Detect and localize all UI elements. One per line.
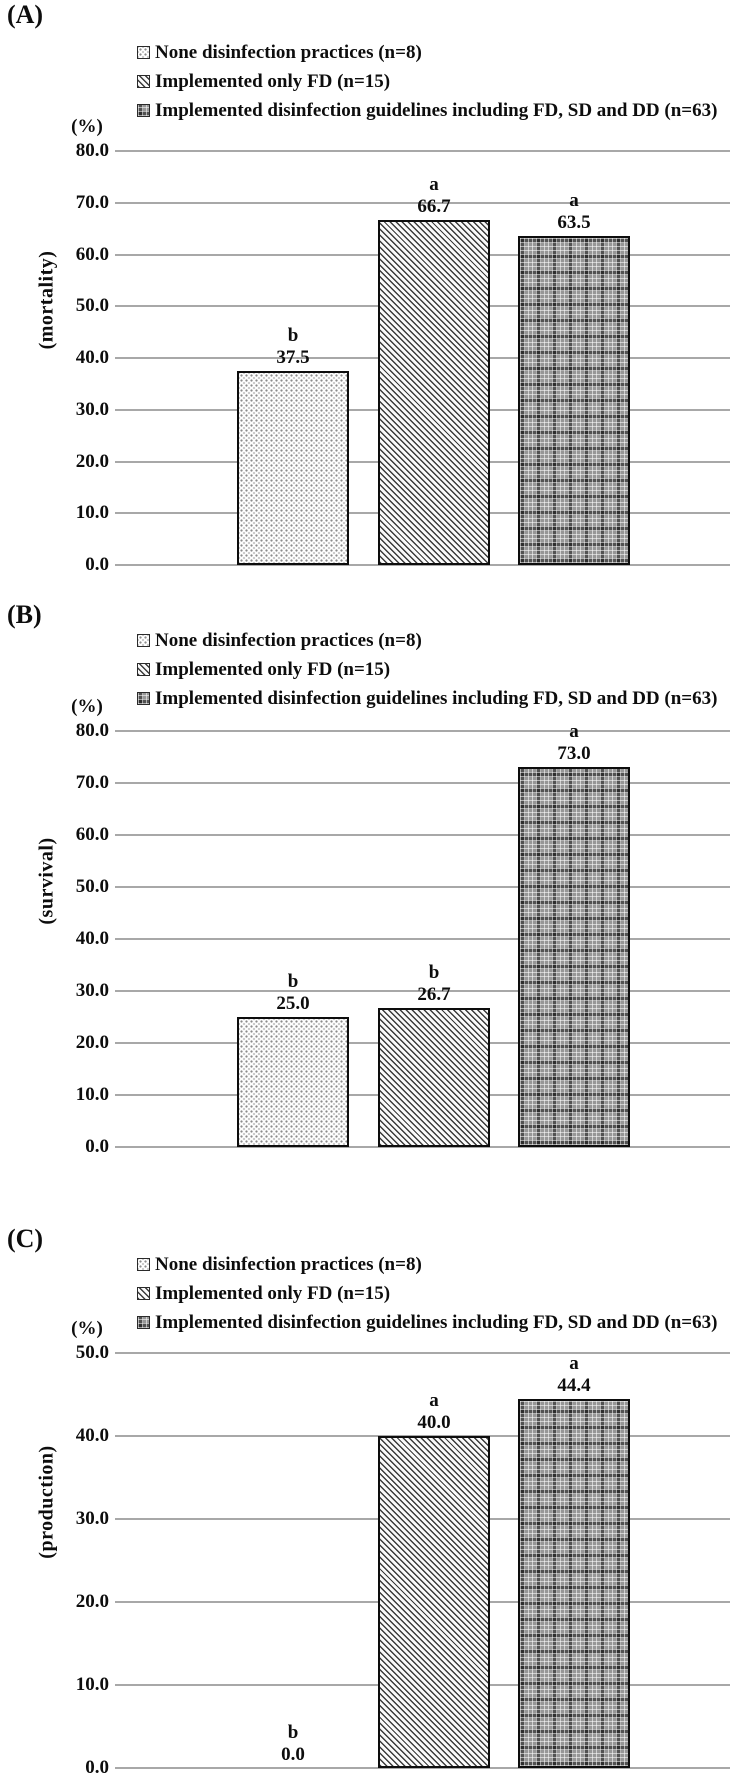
- legend-item: [137, 1279, 717, 1308]
- panel-survival: [0, 600, 730, 1222]
- y-axis-unit: (%): [71, 116, 103, 137]
- legend: [137, 626, 717, 713]
- gridline: [115, 1352, 730, 1354]
- legend-label: Implemented only FD (n=15): [155, 659, 391, 680]
- bar-value-label: 73.0: [557, 743, 591, 764]
- y-tick-label: 70.0: [75, 192, 109, 213]
- legend-swatch-dots-icon: [137, 46, 150, 59]
- y-tick-label: 10.0: [75, 1084, 109, 1105]
- legend-swatch-grid-icon: [137, 104, 150, 117]
- significance-letter: a: [429, 174, 439, 195]
- legend-label: Implemented disinfection guidelines including FD, SD and DD (n=63): [155, 688, 718, 709]
- y-axis-title: (mortality): [35, 250, 58, 350]
- y-tick-label: 60.0: [75, 824, 109, 845]
- legend-swatch-diagonal-icon: [137, 663, 150, 676]
- legend-swatch-dots-icon: [137, 1258, 150, 1271]
- y-tick-label: 50.0: [75, 295, 109, 316]
- panel-label: (B): [7, 600, 42, 629]
- legend-item: [137, 1308, 717, 1337]
- y-tick-label: 20.0: [75, 1591, 109, 1612]
- y-axis-unit: (%): [71, 696, 103, 717]
- bar-diag: [378, 1008, 490, 1147]
- legend-item: [137, 655, 717, 684]
- y-tick-label: 70.0: [75, 772, 109, 793]
- legend-item: [137, 96, 717, 125]
- y-tick-label: 0.0: [85, 1757, 109, 1778]
- legend-item: [137, 626, 717, 655]
- significance-letter: a: [569, 1353, 579, 1374]
- legend-swatch-grid-icon: [137, 692, 150, 705]
- y-tick-label: 50.0: [75, 876, 109, 897]
- legend-item: [137, 1250, 717, 1279]
- bar-dots: [237, 371, 349, 565]
- significance-letter: b: [428, 962, 440, 983]
- y-tick-label: 50.0: [75, 1342, 109, 1363]
- significance-letter: a: [429, 1390, 439, 1411]
- y-tick-label: 10.0: [75, 502, 109, 523]
- y-tick-label: 40.0: [75, 1425, 109, 1446]
- bar-value-label: 40.0: [417, 1412, 451, 1433]
- panel-production: [0, 1222, 730, 1790]
- significance-letter: a: [569, 721, 579, 742]
- bar-value-label: 25.0: [276, 993, 310, 1014]
- legend-label: Implemented disinfection guidelines including FD, SD and DD (n=63): [155, 1312, 718, 1333]
- panel-label: (A): [7, 0, 44, 29]
- y-tick-label: 30.0: [75, 980, 109, 1001]
- y-axis-title: (production): [35, 1445, 58, 1560]
- panel-label: (C): [7, 1224, 44, 1253]
- legend-swatch-diagonal-icon: [137, 75, 150, 88]
- bar-dots: [237, 1017, 349, 1147]
- y-axis-title: (survival): [35, 837, 58, 925]
- y-tick-label: 10.0: [75, 1674, 109, 1695]
- legend-label: Implemented only FD (n=15): [155, 71, 391, 92]
- bar-value-label: 26.7: [417, 984, 451, 1005]
- significance-letter: b: [287, 971, 299, 992]
- y-tick-label: 20.0: [75, 451, 109, 472]
- gridline: [115, 938, 730, 940]
- y-tick-label: 30.0: [75, 1508, 109, 1529]
- legend-swatch-dots-icon: [137, 634, 150, 647]
- y-axis-unit: (%): [71, 1318, 103, 1339]
- bar-grid: [518, 1399, 630, 1768]
- legend-label: None disinfection practices (n=8): [155, 1254, 422, 1275]
- y-tick-label: 80.0: [75, 720, 109, 741]
- legend: [137, 1250, 717, 1337]
- bar-diag: [378, 1436, 490, 1768]
- significance-letter: b: [287, 325, 299, 346]
- gridline: [115, 782, 730, 784]
- bar-value-label: 66.7: [417, 196, 451, 217]
- legend-swatch-grid-icon: [137, 1316, 150, 1329]
- y-tick-label: 20.0: [75, 1032, 109, 1053]
- bar-grid: [518, 236, 630, 565]
- legend-label: Implemented disinfection guidelines including FD, SD and DD (n=63): [155, 100, 718, 121]
- gridline: [115, 730, 730, 732]
- y-tick-label: 0.0: [85, 1136, 109, 1157]
- y-tick-label: 80.0: [75, 140, 109, 161]
- bar-value-label: 63.5: [557, 212, 591, 233]
- bar-value-label: 0.0: [281, 1744, 305, 1765]
- significance-letter: a: [569, 190, 579, 211]
- bar-chart-mortality: [35, 116, 730, 575]
- y-tick-label: 30.0: [75, 399, 109, 420]
- y-tick-label: 40.0: [75, 928, 109, 949]
- bar-grid: [518, 767, 630, 1147]
- gridline: [115, 150, 730, 152]
- legend-label: None disinfection practices (n=8): [155, 630, 422, 651]
- legend-item: [137, 67, 717, 96]
- bar-value-label: 44.4: [557, 1375, 591, 1396]
- y-tick-label: 60.0: [75, 244, 109, 265]
- legend-label: Implemented only FD (n=15): [155, 1283, 391, 1304]
- significance-letter: b: [287, 1722, 299, 1743]
- gridline: [115, 886, 730, 888]
- y-tick-label: 40.0: [75, 347, 109, 368]
- legend-item: [137, 38, 717, 67]
- legend-label: None disinfection practices (n=8): [155, 42, 422, 63]
- legend-swatch-diagonal-icon: [137, 1287, 150, 1300]
- y-tick-label: 0.0: [85, 554, 109, 575]
- bar-value-label: 37.5: [276, 347, 310, 368]
- legend-item: [137, 684, 717, 713]
- gridline: [115, 834, 730, 836]
- bar-diag: [378, 220, 490, 565]
- legend: [137, 38, 717, 125]
- panel-mortality: [0, 0, 730, 600]
